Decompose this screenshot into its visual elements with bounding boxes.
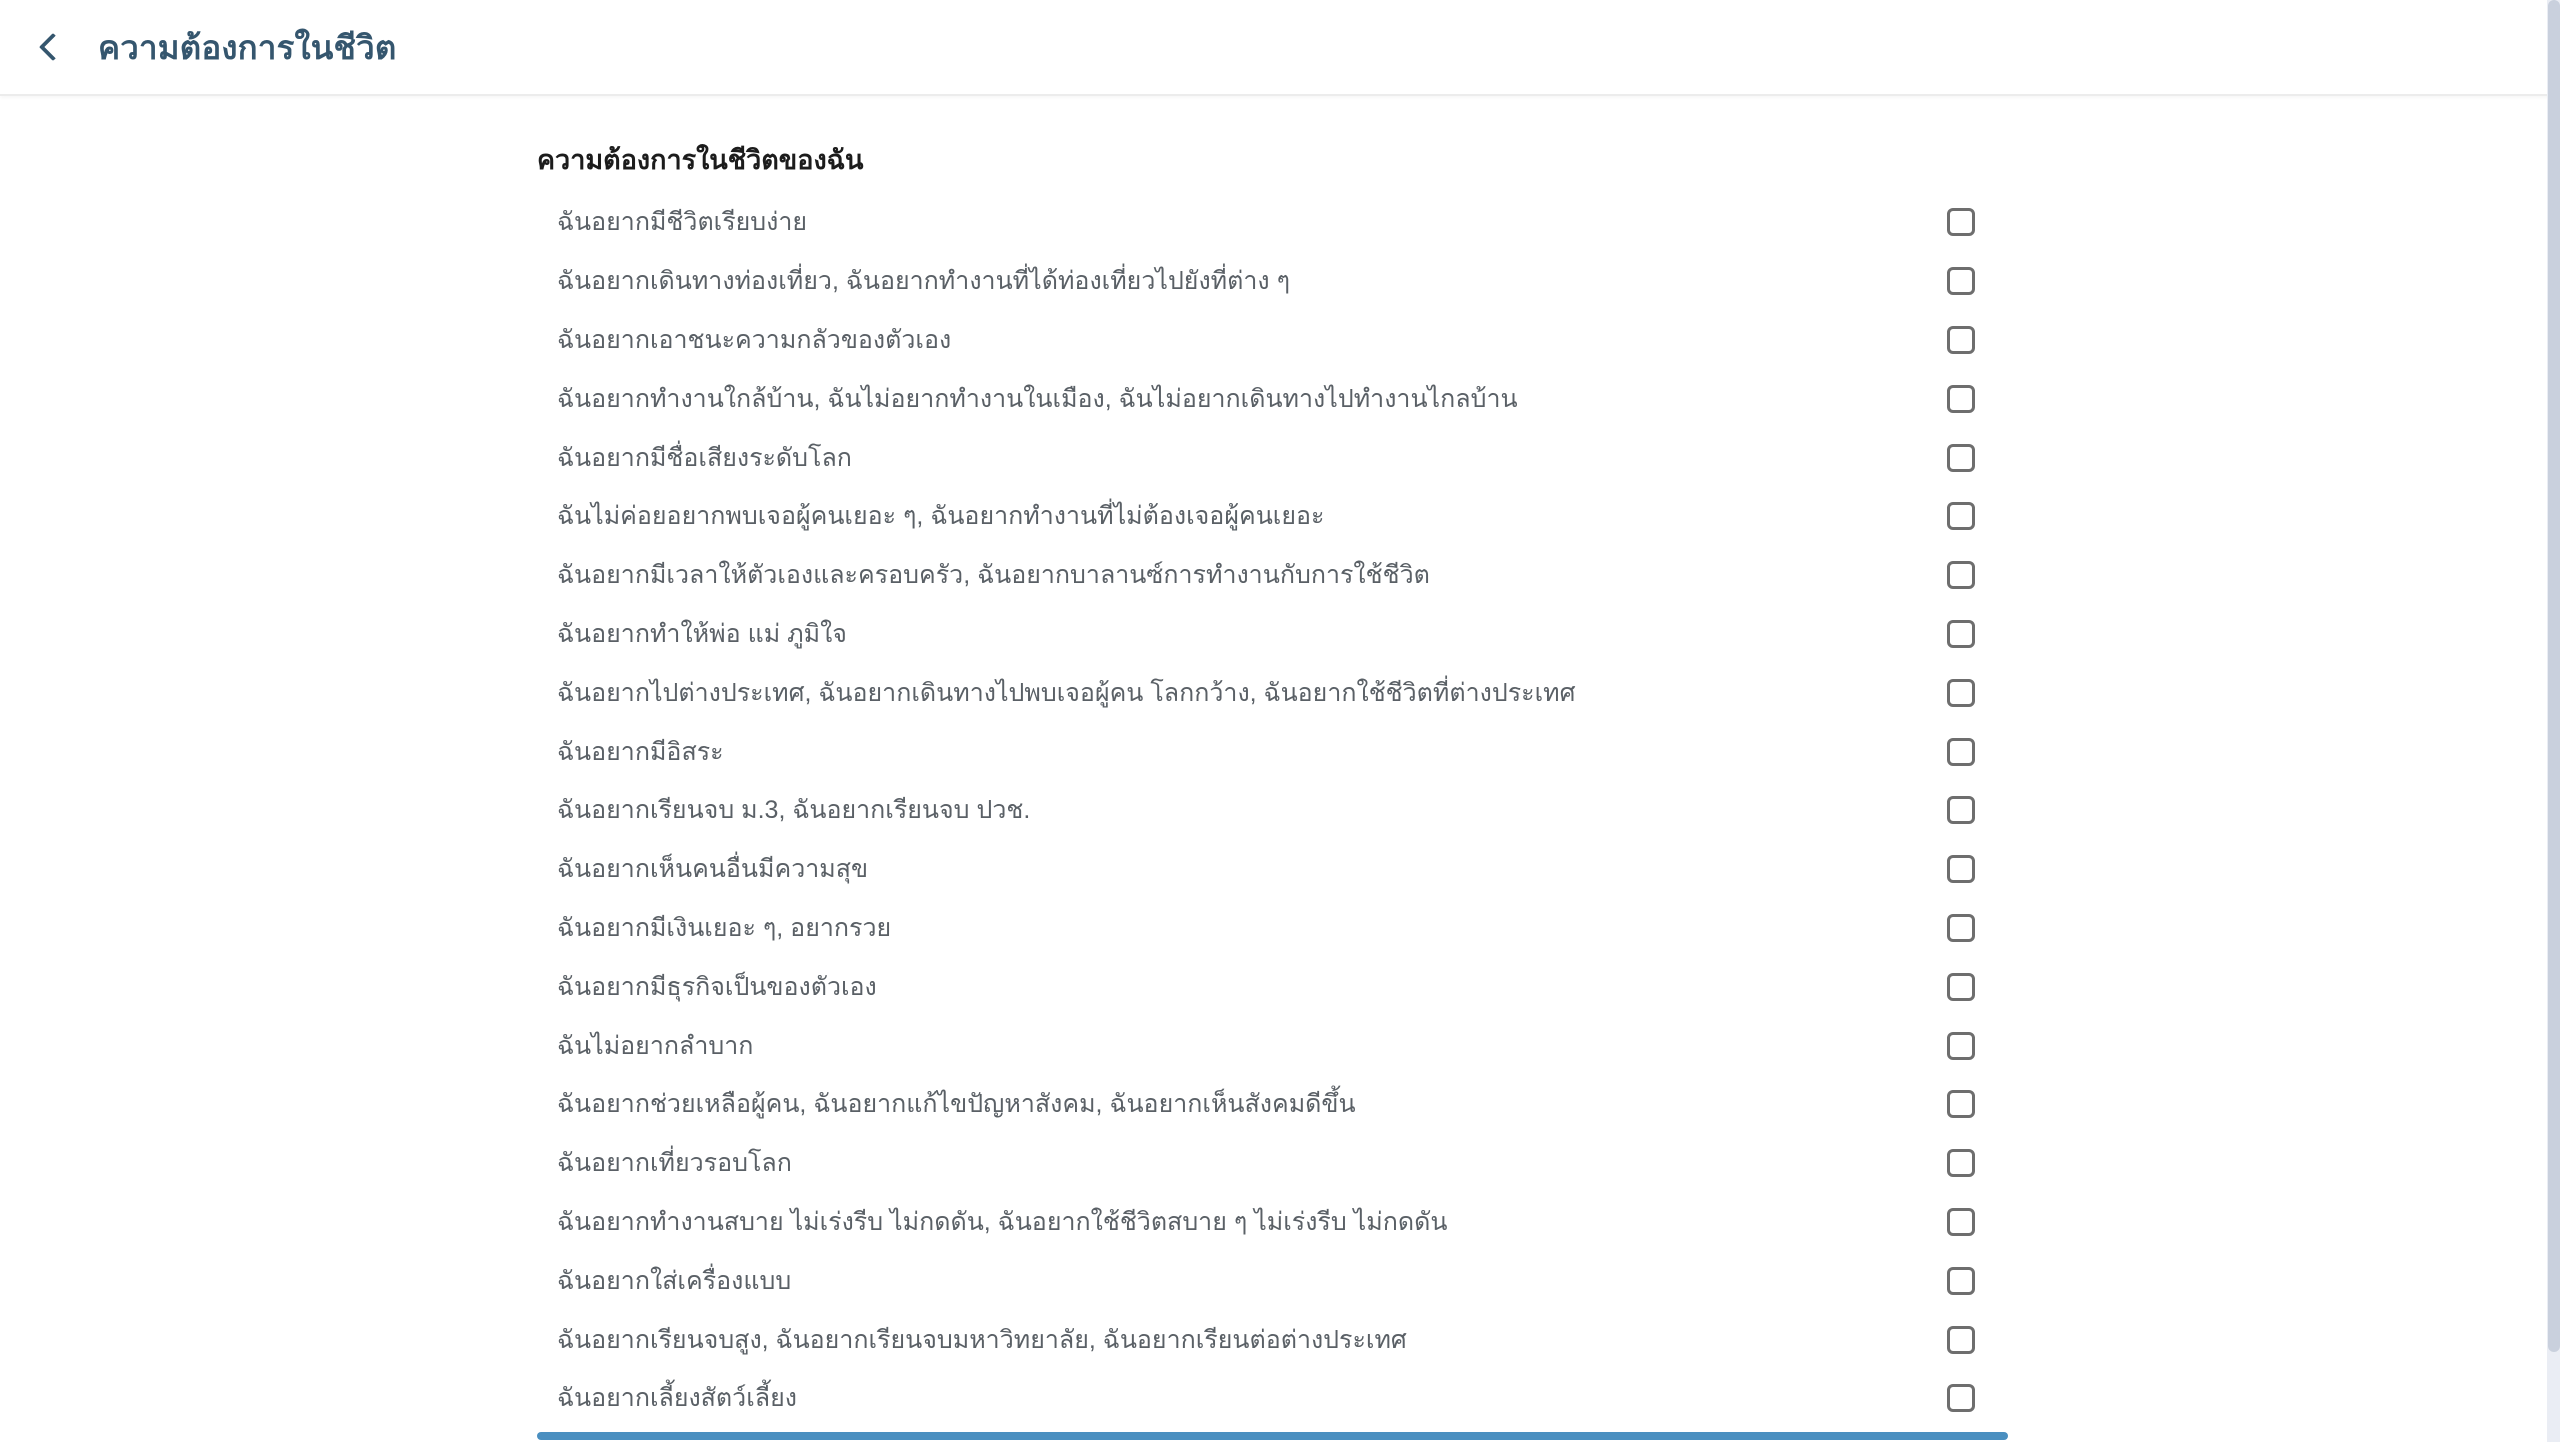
- item-checkbox[interactable]: [1947, 1032, 1975, 1060]
- checklist-item: [537, 899, 2008, 958]
- checklist-item: [537, 663, 2008, 722]
- item-checkbox[interactable]: [1947, 1384, 1975, 1412]
- item-checkbox[interactable]: [1947, 267, 1975, 295]
- item-label: ฉันอยากใส่เครื่องแบบ: [557, 1266, 792, 1295]
- item-checkbox[interactable]: [1947, 502, 1975, 530]
- item-checkbox[interactable]: [1947, 208, 1975, 236]
- app-header: [0, 0, 2560, 96]
- item-label: ฉันอยากมีชื่อเสียงระดับโลก: [557, 443, 852, 472]
- section-heading: ความต้องการในชีวิตของฉัน: [537, 145, 864, 175]
- item-label: ฉันอยากเลี้ยงสัตว์เลี้ยง: [557, 1384, 797, 1413]
- item-label: ฉันอยากมีธุรกิจเป็นของตัวเอง: [557, 972, 877, 1001]
- checklist-item: [537, 193, 2008, 252]
- checklist: [537, 193, 2008, 1428]
- item-checkbox[interactable]: [1947, 1090, 1975, 1118]
- checklist-item: [537, 722, 2008, 781]
- item-label: ฉันอยากมีอิสระ: [557, 737, 724, 766]
- checklist-item: [537, 781, 2008, 840]
- item-label: ฉันอยากช่วยเหลือผู้คน, ฉันอยากแก้ไขปัญหาสังคม, ฉันอยากเห็นสังคมดีขึ้น: [557, 1090, 1356, 1119]
- item-checkbox[interactable]: [1947, 444, 1975, 472]
- item-checkbox[interactable]: [1947, 561, 1975, 589]
- checklist-item: [537, 957, 2008, 1016]
- item-label: ฉันอยากเอาชนะความกลัวของตัวเอง: [557, 325, 952, 354]
- next-section-top-edge: [537, 1432, 2008, 1440]
- item-checkbox[interactable]: [1947, 1326, 1975, 1354]
- item-checkbox[interactable]: [1947, 679, 1975, 707]
- item-checkbox[interactable]: [1947, 796, 1975, 824]
- item-label: ฉันอยากมีเวลาให้ตัวเองและครอบครัว, ฉันอยากบาลานซ์การทำงานกับการใช้ชีวิต: [557, 561, 1430, 590]
- item-checkbox[interactable]: [1947, 738, 1975, 766]
- item-checkbox[interactable]: [1947, 914, 1975, 942]
- checklist-item: [537, 1193, 2008, 1252]
- checklist-item: [537, 487, 2008, 546]
- item-checkbox[interactable]: [1947, 620, 1975, 648]
- checklist-item: [537, 1310, 2008, 1369]
- item-checkbox[interactable]: [1947, 1267, 1975, 1295]
- back-button[interactable]: [26, 24, 72, 70]
- item-label: ฉันอยากไปต่างประเทศ, ฉันอยากเดินทางไปพบเจอผู้คน โลกกว้าง, ฉันอยากใช้ชีวิตที่ต่างประเทศ: [557, 678, 1576, 707]
- chevron-left-icon: [39, 33, 67, 61]
- item-checkbox[interactable]: [1947, 973, 1975, 1001]
- checklist-item: [537, 840, 2008, 899]
- item-checkbox[interactable]: [1947, 1208, 1975, 1236]
- scrollbar-track[interactable]: [2547, 0, 2560, 1442]
- checklist-item: [537, 1016, 2008, 1075]
- item-label: ฉันอยากทำงานสบาย ไม่เร่งรีบ ไม่กดดัน, ฉันอยากใช้ชีวิตสบาย ๆ ไม่เร่งรีบ ไม่กดดัน: [557, 1207, 1448, 1236]
- item-label: ฉันอยากมีเงินเยอะ ๆ, อยากรวย: [557, 913, 892, 942]
- checklist-item: [537, 428, 2008, 487]
- item-label: ฉันอยากมีชีวิตเรียบง่าย: [557, 208, 808, 237]
- checklist-item: [537, 311, 2008, 370]
- item-label: ฉันอยากเรียนจบสูง, ฉันอยากเรียนจบมหาวิทยาลัย, ฉันอยากเรียนต่อต่างประเทศ: [557, 1325, 1407, 1354]
- checklist-item: [537, 369, 2008, 428]
- item-label: ฉันอยากเห็นคนอื่นมีความสุข: [557, 855, 869, 884]
- checklist-item: [537, 252, 2008, 311]
- item-checkbox[interactable]: [1947, 326, 1975, 354]
- item-label: ฉันไม่ค่อยอยากพบเจอผู้คนเยอะ ๆ, ฉันอยากทำงานที่ไม่ต้องเจอผู้คนเยอะ: [557, 502, 1325, 531]
- checklist-item: [537, 1075, 2008, 1134]
- content-area: [537, 98, 2008, 1442]
- checklist-item: [537, 605, 2008, 664]
- item-checkbox[interactable]: [1947, 385, 1975, 413]
- checklist-item: [537, 1134, 2008, 1193]
- item-checkbox[interactable]: [1947, 855, 1975, 883]
- item-label: ฉันอยากเดินทางท่องเที่ยว, ฉันอยากทำงานที่ได้ท่องเที่ยวไปยังที่ต่าง ๆ: [557, 267, 1290, 296]
- checklist-item: [537, 546, 2008, 605]
- scrollbar-thumb[interactable]: [2548, 0, 2560, 1352]
- item-label: ฉันไม่อยากลำบาก: [557, 1031, 754, 1060]
- item-label: ฉันอยากเที่ยวรอบโลก: [557, 1149, 792, 1178]
- item-label: ฉันอยากทำให้พ่อ แม่ ภูมิใจ: [557, 619, 847, 648]
- item-label: ฉันอยากเรียนจบ ม.3, ฉันอยากเรียนจบ ปวช.: [557, 796, 1031, 825]
- page-title: ความต้องการในชีวิต: [98, 28, 397, 66]
- item-label: ฉันอยากทำงานใกล้บ้าน, ฉันไม่อยากทำงานในเมือง, ฉันไม่อยากเดินทางไปทำงานไกลบ้าน: [557, 384, 1518, 413]
- item-checkbox[interactable]: [1947, 1149, 1975, 1177]
- checklist-item: [537, 1251, 2008, 1310]
- checklist-item: [537, 1369, 2008, 1428]
